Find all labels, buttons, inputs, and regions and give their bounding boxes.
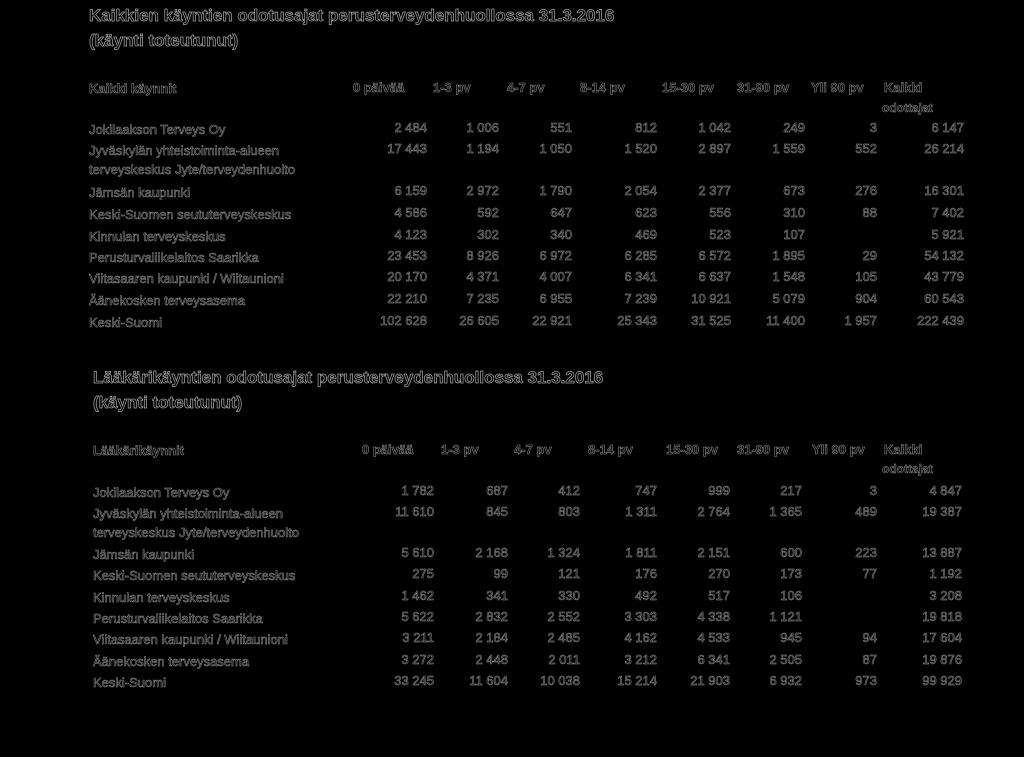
table-cell: 1 790 xyxy=(539,183,572,198)
table-row xyxy=(0,652,1024,672)
column-header: Kaikki xyxy=(884,442,923,457)
table-cell: 77 xyxy=(862,566,877,581)
table-cell: 102 628 xyxy=(380,313,427,328)
table-subtitle: (käynti toteutunut) xyxy=(93,393,243,412)
column-header: Yli 90 pv xyxy=(812,442,865,457)
table-row xyxy=(0,269,1024,289)
table-cell: 600 xyxy=(780,545,802,560)
column-header: 0 päivää xyxy=(353,80,405,95)
table-cell: 270 xyxy=(708,566,730,581)
table-cell: 19 818 xyxy=(922,609,962,624)
table-cell: 489 xyxy=(855,504,877,519)
table-cell: 2 184 xyxy=(475,630,508,645)
column-header: 4-7 pv xyxy=(514,442,552,457)
table-row xyxy=(0,609,1024,629)
table-cell: 222 439 xyxy=(917,313,964,328)
table-cell: 25 343 xyxy=(617,313,657,328)
row-name: Jyväskylän yhteistoiminta-alueen xyxy=(93,506,284,521)
table-cell: 54 132 xyxy=(924,248,964,263)
table-row xyxy=(0,120,1024,140)
table-cell: 2 485 xyxy=(547,630,580,645)
table-cell: 11 400 xyxy=(766,313,805,328)
column-header: 1-3 pv xyxy=(433,80,471,95)
table-cell: 623 xyxy=(635,205,657,220)
table-cell: 1 895 xyxy=(772,248,805,263)
column-header: Kaikki xyxy=(884,80,923,95)
table-cell: 6 955 xyxy=(539,291,572,306)
row-name: Keski-Suomi xyxy=(89,315,162,330)
table-title: Lääkärikäyntien odotusajat perusterveydenhuollossa 31.3.2016 xyxy=(93,368,604,387)
table-cell: 1 192 xyxy=(929,566,962,581)
table-cell: 647 xyxy=(550,205,572,220)
table-cell: 249 xyxy=(783,120,805,135)
table-title: Kaikkien käyntien odotusajat perusterveydenhuollossa 31.3.2016 xyxy=(89,6,615,25)
table-cell: 845 xyxy=(486,504,508,519)
table-cell: 4 371 xyxy=(466,269,499,284)
table-cell: 2 972 xyxy=(466,183,499,198)
table-cell: 217 xyxy=(780,483,802,498)
row-name: Viitasaaren kaupunki / Wiitaunioni xyxy=(89,271,284,286)
table-cell: 22 210 xyxy=(387,291,427,306)
table-cell: 43 779 xyxy=(924,269,964,284)
table-cell: 747 xyxy=(635,483,657,498)
row-name: Perusturvaliikelaitos Saarikka xyxy=(93,611,263,626)
table-cell: 1 324 xyxy=(547,545,580,560)
table-cell: 3 xyxy=(869,120,877,135)
table-row xyxy=(0,227,1024,247)
table-cell: 275 xyxy=(412,566,434,581)
column-header-sub: odottajat xyxy=(882,462,933,476)
table-cell: 1 006 xyxy=(466,120,499,135)
column-header: 31-90 pv xyxy=(737,80,790,95)
table-cell: 302 xyxy=(477,227,499,242)
row-name: Keski-Suomen seututerveyskeskus xyxy=(93,568,296,583)
table-cell: 310 xyxy=(783,205,805,220)
table-cell: 5 921 xyxy=(931,227,964,242)
row-name: Viitasaaren kaupunki / Wiitaunioni xyxy=(93,632,288,647)
table-row xyxy=(0,248,1024,268)
column-header: 8-14 pv xyxy=(588,442,633,457)
table-cell: 3 xyxy=(869,483,877,498)
table-cell: 2 832 xyxy=(475,609,508,624)
table-cell: 105 xyxy=(855,269,877,284)
column-header: 1-3 pv xyxy=(441,442,479,457)
row-name: Kinnulan terveyskeskus xyxy=(89,229,226,244)
table-cell: 5 622 xyxy=(401,609,434,624)
table-row xyxy=(0,673,1024,693)
table-row xyxy=(0,205,1024,225)
table-cell: 341 xyxy=(486,588,508,603)
table-cell: 4 162 xyxy=(624,630,657,645)
table-row xyxy=(0,630,1024,650)
table-cell: 1 559 xyxy=(772,141,805,156)
table-cell: 904 xyxy=(855,291,877,306)
table-cell: 945 xyxy=(780,630,802,645)
table-cell: 2 484 xyxy=(394,120,427,135)
table-cell: 7 239 xyxy=(624,291,657,306)
table-cell: 1 050 xyxy=(539,141,572,156)
column-header: 15-30 pv xyxy=(666,442,719,457)
table-cell: 803 xyxy=(558,504,580,519)
row-name: Jämsän kaupunki xyxy=(93,547,195,562)
table-cell: 523 xyxy=(709,227,731,242)
column-header: 15-30 pv xyxy=(662,80,715,95)
table-cell: 3 303 xyxy=(624,609,657,624)
table-cell: 2 151 xyxy=(697,545,730,560)
table-cell: 7 402 xyxy=(931,205,964,220)
table-cell: 592 xyxy=(477,205,499,220)
table-cell: 6 341 xyxy=(697,652,730,667)
table-cell: 3 212 xyxy=(624,652,657,667)
table-cell: 687 xyxy=(486,483,508,498)
table-cell: 60 543 xyxy=(924,291,964,306)
table-cell: 6 285 xyxy=(624,248,657,263)
column-header: 8-14 pv xyxy=(580,80,625,95)
table-cell: 1 462 xyxy=(401,588,434,603)
table-row xyxy=(0,504,1024,540)
table-row xyxy=(0,183,1024,203)
table-cell: 99 929 xyxy=(922,673,962,688)
table-cell: 4 847 xyxy=(929,483,962,498)
table-cell: 29 xyxy=(862,248,877,263)
column-header: 31-90 pv xyxy=(737,442,790,457)
table-cell: 22 921 xyxy=(532,313,572,328)
table-cell: 88 xyxy=(862,205,877,220)
table-cell: 276 xyxy=(855,183,877,198)
table-cell: 551 xyxy=(550,120,572,135)
table-cell: 7 235 xyxy=(466,291,499,306)
table-cell: 3 211 xyxy=(402,630,434,645)
row-name: Kinnulan terveyskeskus xyxy=(93,590,230,605)
table-cell: 4 533 xyxy=(697,630,730,645)
table-cell: 17 443 xyxy=(387,141,427,156)
table-cell: 3 208 xyxy=(929,588,962,603)
table-cell: 2 764 xyxy=(697,504,730,519)
table-cell: 6 932 xyxy=(769,673,802,688)
table-cell: 1 121 xyxy=(769,609,802,624)
table-cell: 492 xyxy=(635,588,657,603)
row-name: Jokilaakson Terveys Oy xyxy=(89,122,226,137)
table-cell: 1 811 xyxy=(625,545,657,560)
table-cell: 16 301 xyxy=(924,183,964,198)
table-cell: 3 272 xyxy=(401,652,434,667)
table-cell: 10 921 xyxy=(691,291,731,306)
table-cell: 2 505 xyxy=(769,652,802,667)
table-row xyxy=(0,141,1024,177)
table-cell: 4 338 xyxy=(697,609,730,624)
table-cell: 469 xyxy=(635,227,657,242)
table-cell: 4 586 xyxy=(394,205,427,220)
table-row xyxy=(0,545,1024,565)
table-cell: 4 123 xyxy=(394,227,427,242)
row-name: Jokilaakson Terveys Oy xyxy=(93,485,230,500)
table-cell: 1 311 xyxy=(625,504,657,519)
column-header: Yli 90 pv xyxy=(811,80,864,95)
table-cell: 26 605 xyxy=(459,313,499,328)
table-cell: 6 159 xyxy=(394,183,427,198)
table-cell: 412 xyxy=(558,483,580,498)
table-cell: 552 xyxy=(855,141,877,156)
table-cell: 340 xyxy=(550,227,572,242)
table-cell: 517 xyxy=(708,588,730,603)
table-cell: 973 xyxy=(855,673,877,688)
table-cell: 1 365 xyxy=(769,504,802,519)
corner-header: Lääkärikäynnit xyxy=(93,443,185,458)
row-name: Jämsän kaupunki xyxy=(89,185,191,200)
table-cell: 176 xyxy=(635,566,657,581)
table-row xyxy=(0,483,1024,503)
table-row xyxy=(0,588,1024,608)
row-name: Perusturvaliikelaitos Saarikka xyxy=(89,250,259,265)
table-cell: 26 214 xyxy=(924,141,964,156)
table-cell: 6 972 xyxy=(539,248,572,263)
table-cell: 173 xyxy=(780,566,802,581)
table-cell: 556 xyxy=(709,205,731,220)
table-cell: 31 525 xyxy=(691,313,731,328)
table-cell: 99 xyxy=(493,566,508,581)
table-cell: 673 xyxy=(783,183,805,198)
corner-header: Kaikki käynnit xyxy=(89,81,177,96)
row-name-line2: terveyskeskus Jyte/terveydenhuolto xyxy=(93,525,299,540)
column-header-sub: odottajat xyxy=(882,101,933,115)
table-cell: 1 042 xyxy=(698,120,731,135)
row-name: Keski-Suomi xyxy=(93,675,166,690)
table-cell: 5 610 xyxy=(401,545,434,560)
row-name-line2: terveyskeskus Jyte/terveydenhuolto xyxy=(89,162,295,177)
row-name: Äänekosken terveysasema xyxy=(89,293,246,308)
table-cell: 87 xyxy=(862,652,877,667)
table-cell: 13 887 xyxy=(922,545,962,560)
column-header: 4-7 pv xyxy=(507,80,545,95)
table-cell: 11 604 xyxy=(469,673,508,688)
table-subtitle: (käynti toteutunut) xyxy=(89,31,239,50)
table-cell: 10 038 xyxy=(540,673,580,688)
table-cell: 94 xyxy=(862,630,877,645)
table-cell: 1 782 xyxy=(401,483,434,498)
table-cell: 2 897 xyxy=(698,141,731,156)
row-name: Äänekosken terveysasema xyxy=(93,654,250,669)
table-cell: 2 054 xyxy=(624,183,657,198)
table-cell: 20 170 xyxy=(387,269,427,284)
table-cell: 33 245 xyxy=(394,673,434,688)
table-cell: 1 194 xyxy=(466,141,499,156)
table-cell: 6 637 xyxy=(698,269,731,284)
table-cell: 6 572 xyxy=(698,248,731,263)
table-row xyxy=(0,566,1024,586)
table-cell: 8 926 xyxy=(466,248,499,263)
table-cell: 107 xyxy=(783,227,805,242)
table-row xyxy=(0,313,1024,333)
table-cell: 15 214 xyxy=(617,673,657,688)
row-name: Keski-Suomen seututerveyskeskus xyxy=(89,207,292,222)
table-cell: 19 387 xyxy=(922,504,962,519)
table-cell: 330 xyxy=(558,588,580,603)
table-cell: 6 341 xyxy=(624,269,657,284)
table-cell: 19 876 xyxy=(922,652,962,667)
table-cell: 1 520 xyxy=(624,141,657,156)
table-row xyxy=(0,291,1024,311)
table-cell: 2 448 xyxy=(475,652,508,667)
table-cell: 23 453 xyxy=(387,248,427,263)
table-cell: 2 377 xyxy=(698,183,731,198)
table-cell: 4 007 xyxy=(539,269,572,284)
table-cell: 2 552 xyxy=(547,609,580,624)
table-cell: 999 xyxy=(708,483,730,498)
table-cell: 223 xyxy=(855,545,877,560)
table-cell: 2 168 xyxy=(475,545,508,560)
table-cell: 1 548 xyxy=(772,269,805,284)
column-header: 0 päivää xyxy=(362,442,414,457)
table-cell: 5 079 xyxy=(772,291,805,306)
table-cell: 17 604 xyxy=(922,630,962,645)
table-cell: 6 147 xyxy=(931,120,964,135)
table-cell: 812 xyxy=(635,120,657,135)
table-cell: 121 xyxy=(558,566,580,581)
table-cell: 11 610 xyxy=(395,504,434,519)
row-name: Jyväskylän yhteistoiminta-alueen xyxy=(89,143,280,158)
table-cell: 106 xyxy=(780,588,802,603)
table-cell: 21 903 xyxy=(690,673,730,688)
table-cell: 1 957 xyxy=(844,313,877,328)
table-cell: 2 011 xyxy=(548,652,580,667)
